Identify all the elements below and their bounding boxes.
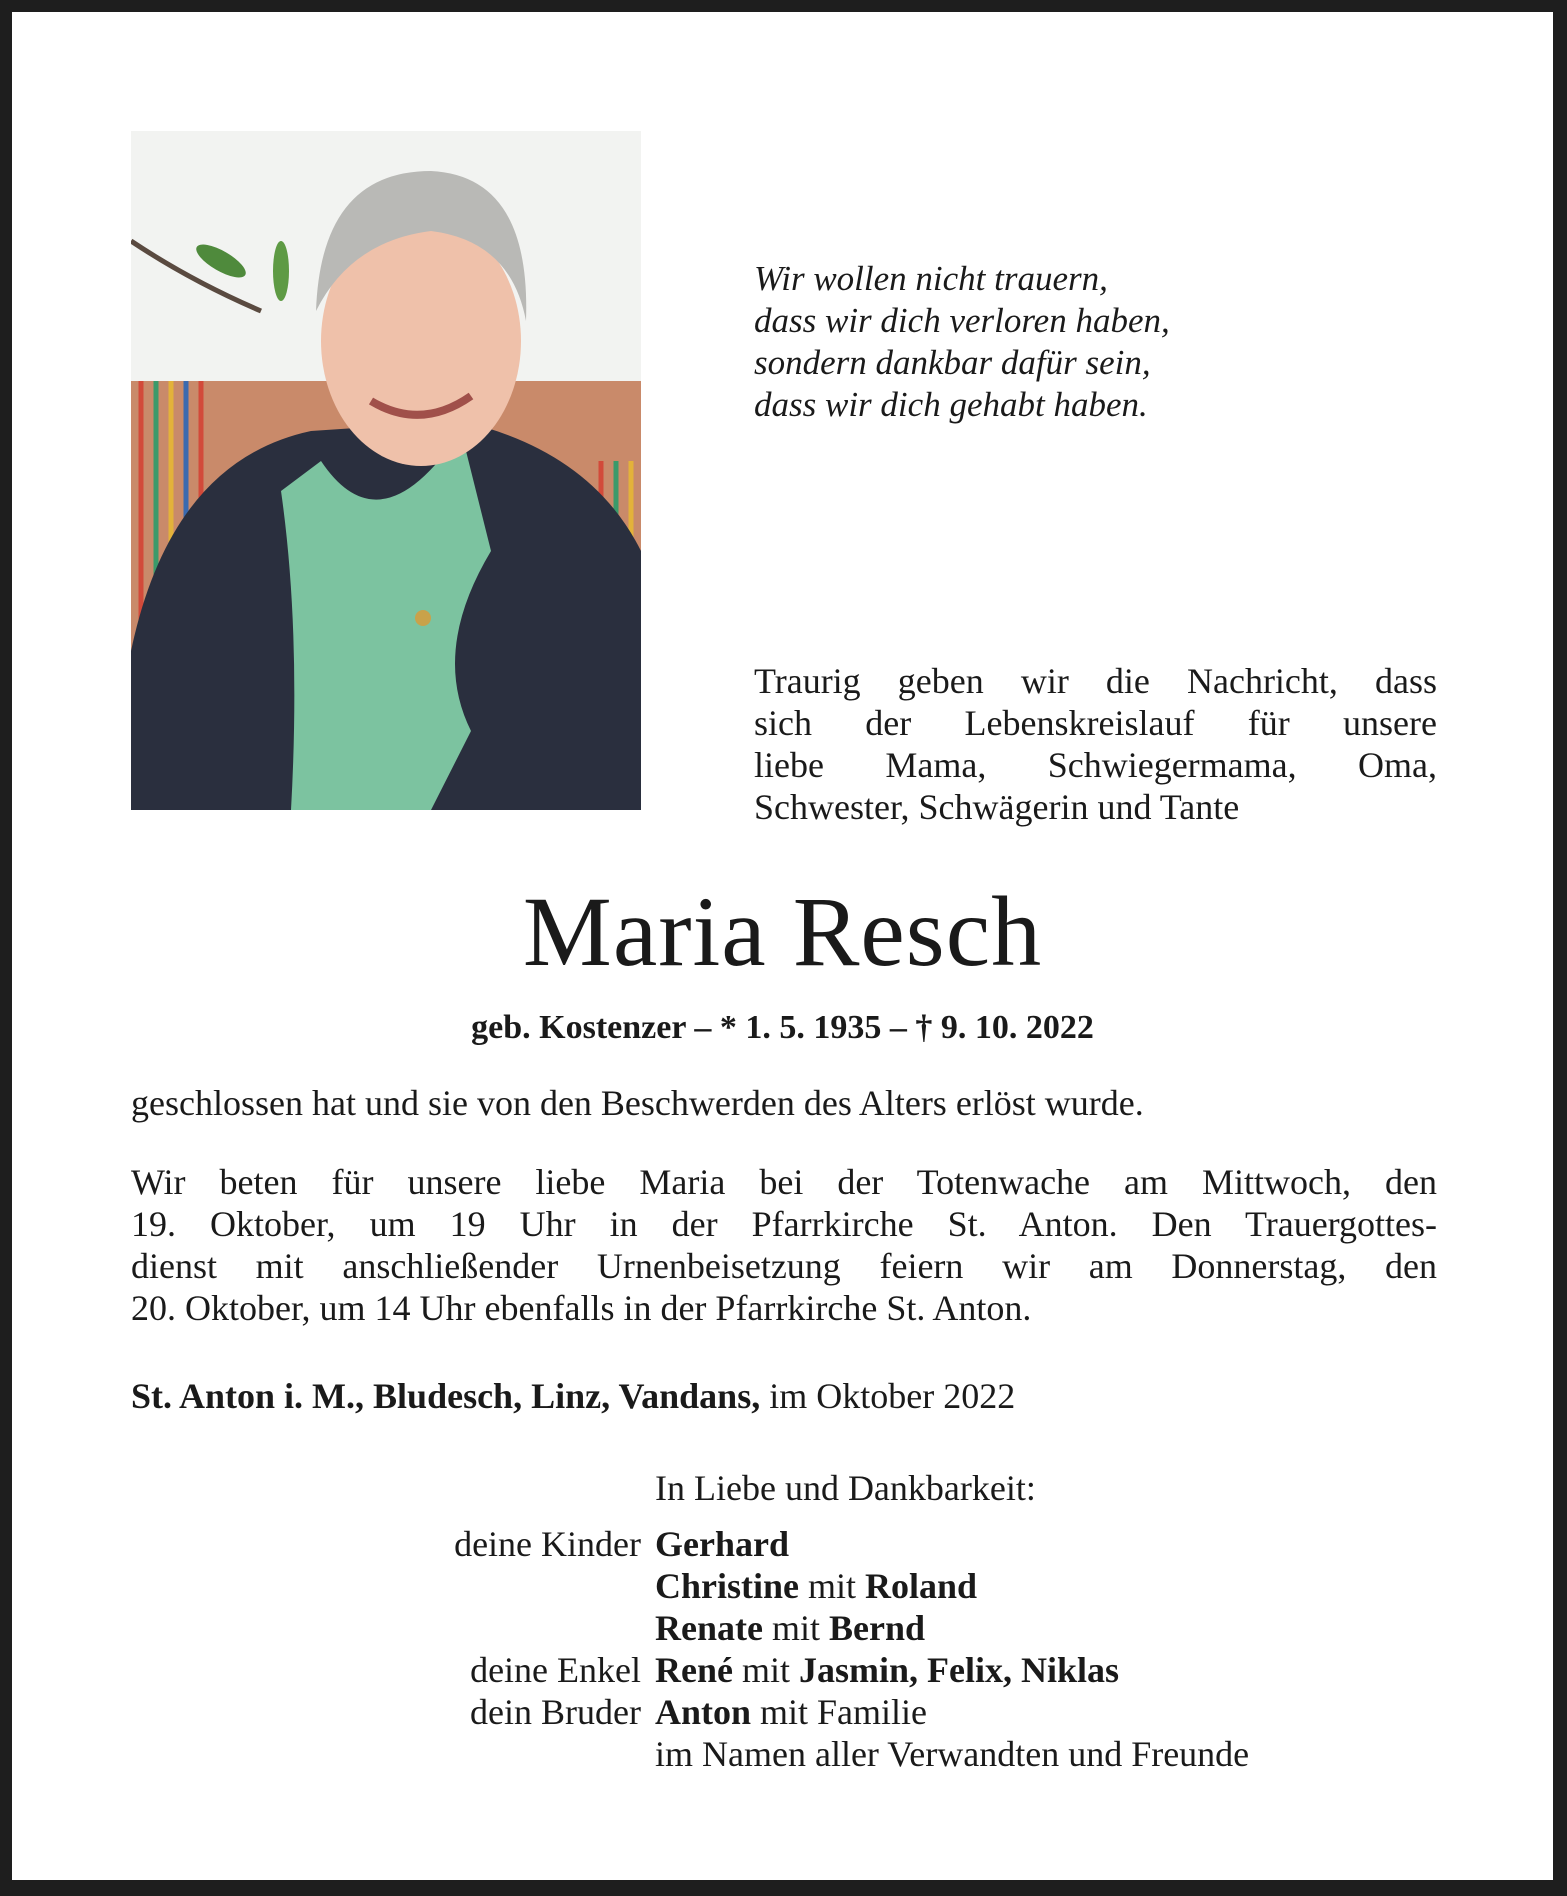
family-signatures	[131, 1467, 1437, 1775]
poem-line: Wir wollen nicht trauern,	[754, 259, 1108, 298]
place-date: im Oktober 2022	[760, 1376, 1016, 1416]
announcement-intro	[754, 660, 1437, 828]
service-line: 20. Oktober, um 14 Uhr ebenfalls in der Pfarrkirche St. Anton.	[131, 1288, 1032, 1328]
service-line: 19. Oktober, um 19 Uhr in der Pfarrkirche St. Anton. Den Trauergottes-	[131, 1204, 1437, 1244]
grandchild-name: René	[655, 1650, 733, 1690]
with-family: mit Familie	[751, 1692, 928, 1732]
poem-line: dass wir dich verloren haben,	[754, 301, 1170, 340]
intro-line: liebe Mama, Schwiegermama, Oma,	[754, 745, 1437, 785]
place-names: St. Anton i. M., Bludesch, Linz, Vandans,	[131, 1376, 761, 1416]
spouse-name: Roland	[865, 1566, 978, 1606]
connector: mit	[732, 1650, 799, 1690]
child-name: Renate	[655, 1608, 763, 1648]
service-paragraph	[131, 1161, 1437, 1329]
family-heading: In Liebe und Dankbarkeit:	[655, 1468, 1036, 1508]
portrait-photo	[131, 131, 641, 810]
intro-line: Traurig geben wir die Nachricht, dass	[754, 661, 1437, 701]
children-label: deine Kinder	[454, 1524, 641, 1564]
child-name: Christine	[655, 1566, 799, 1606]
grandchild-names: Jasmin, Felix, Niklas	[799, 1650, 1120, 1690]
deceased-name: Maria Resch	[522, 876, 1043, 987]
closing-sentence: geschlossen hat und sie von den Beschwerden des Alters erlöst wurde.	[131, 1083, 1144, 1123]
obituary-page	[12, 12, 1553, 1880]
poem-quote	[754, 258, 1170, 426]
brother-name: Anton	[655, 1692, 752, 1732]
spouse-name: Bernd	[828, 1608, 925, 1648]
service-line: Wir beten für unsere liebe Maria bei der Totenwache am Mittwoch, den	[131, 1162, 1437, 1202]
birth-death-dates: geb. Kostenzer – * 1. 5. 1935 – † 9. 10. 2022	[471, 1009, 1094, 1046]
place-date-line	[131, 1375, 1437, 1417]
family-footer: im Namen aller Verwandten und Freunde	[655, 1734, 1250, 1774]
intro-line: Schwester, Schwägerin und Tante	[754, 787, 1240, 827]
poem-line: sondern dankbar dafür sein,	[754, 343, 1151, 382]
service-line: dienst mit anschließender Urnenbeisetzung feiern wir am Donnerstag, den	[131, 1246, 1437, 1286]
child-name: Gerhard	[655, 1524, 789, 1564]
connector: mit	[799, 1566, 866, 1606]
brother-label: dein Bruder	[470, 1692, 641, 1732]
connector: mit	[762, 1608, 829, 1648]
intro-line: sich der Lebenskreislauf für unsere	[754, 703, 1437, 743]
grandchildren-label: deine Enkel	[470, 1650, 641, 1690]
poem-line: dass wir dich gehabt haben.	[754, 385, 1148, 424]
